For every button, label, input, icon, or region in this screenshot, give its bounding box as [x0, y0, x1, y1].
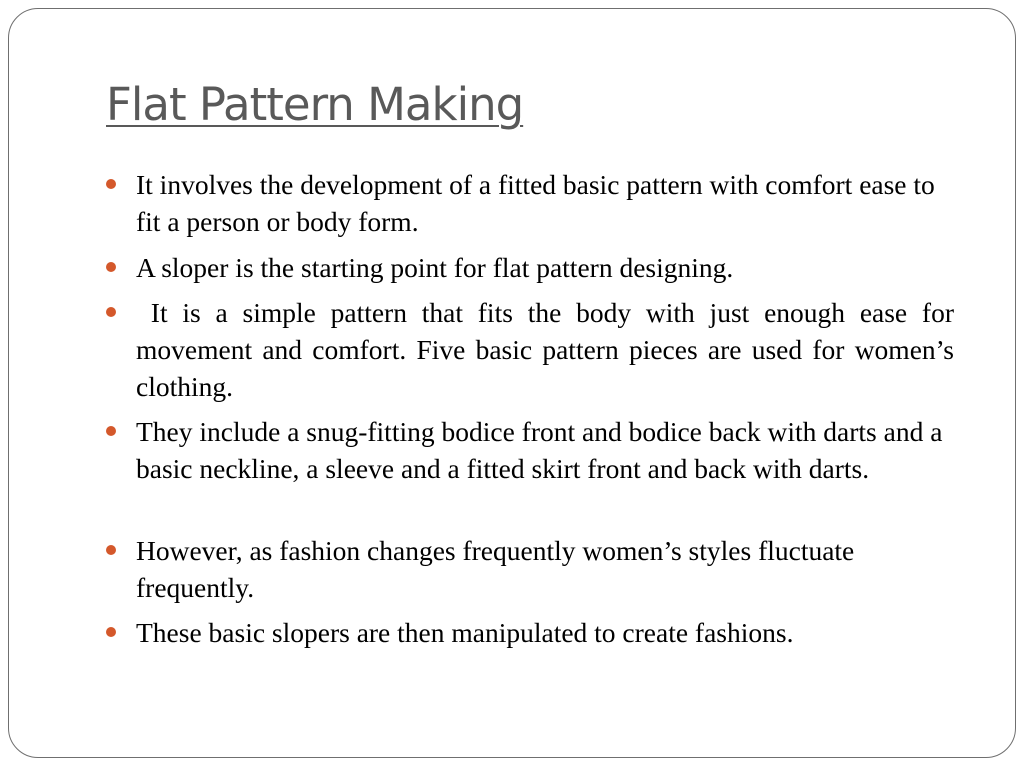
bullet-item	[136, 249, 954, 286]
bullet-text: However, as fashion changes frequently women’s styles fluctuate frequently.	[136, 535, 855, 603]
bullet-dot-icon	[106, 262, 116, 272]
bullet-text: These basic slopers are then manipulated to create fashions.	[136, 617, 794, 648]
bullet-dot-icon	[106, 179, 116, 189]
bullet-text: It involves the development of a fitted basic pattern with comfort ease to fit a person or body form.	[136, 169, 935, 237]
bullet-item	[136, 614, 954, 651]
bullet-item	[136, 166, 954, 240]
bullet-item	[136, 294, 954, 405]
bullet-item	[136, 532, 954, 606]
bullet-text: They include a snug-fitting bodice front and bodice back with darts and a basic neckline, a sleeve and a fitted skirt front and back with darts.	[136, 416, 943, 484]
bullet-dot-icon	[106, 627, 116, 637]
bullet-dot-icon	[106, 307, 116, 317]
bullet-dot-icon	[106, 545, 116, 555]
slide-title: Flat Pattern Making	[106, 78, 524, 131]
bullet-text: It is a simple pattern that fits the body with just enough ease for movement and comfort. Five basic pattern pieces are used for women’s clothing.	[136, 297, 954, 402]
bullet-text: A sloper is the starting point for flat pattern designing.	[136, 252, 734, 283]
bullet-dot-icon	[106, 426, 116, 436]
bullet-item	[136, 413, 954, 487]
